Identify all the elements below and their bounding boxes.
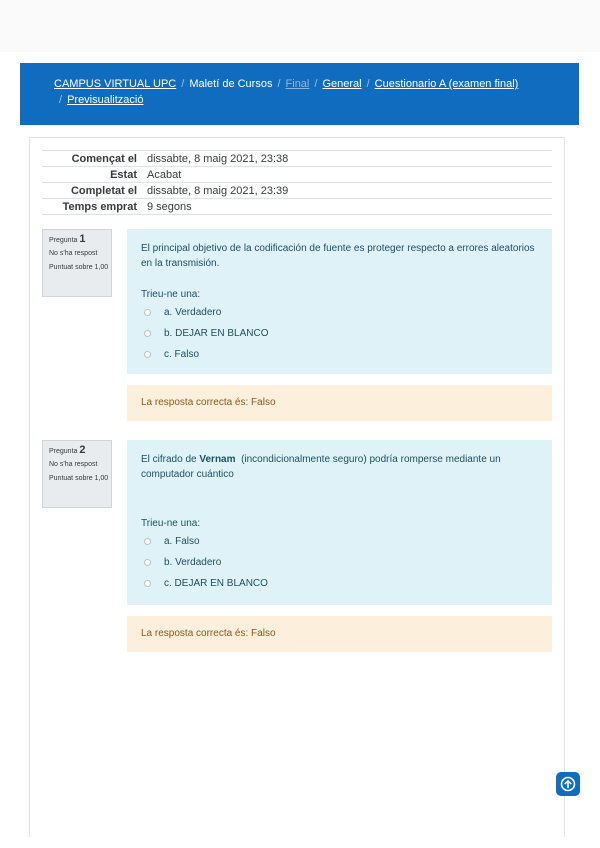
answer-prompt: Trieu-ne una: (141, 518, 201, 529)
question-number-value: 1 (79, 233, 86, 245)
breadcrumb-separator: / (314, 78, 318, 90)
answer-option[interactable] (141, 573, 538, 594)
breadcrumb-maleti: Maletí de Cursos (189, 78, 273, 90)
summary-row-state (42, 167, 552, 183)
question-1-formulation (127, 229, 552, 374)
radio-button[interactable] (144, 351, 151, 358)
answer-option[interactable] (141, 323, 538, 344)
question-number (49, 234, 111, 246)
breadcrumb-separator: / (366, 78, 370, 90)
question-1-feedback: La resposta correcta és: Falso (127, 385, 552, 421)
answer-option[interactable] (141, 531, 538, 552)
top-strip (0, 0, 600, 52)
summary-row-started (42, 151, 552, 167)
page-header (20, 63, 579, 125)
answer-option-label: a. Verdadero (164, 307, 222, 318)
question-prefix: Pregunta (49, 237, 78, 244)
question-text-part: El cifrado de (141, 454, 200, 465)
question-number-value: 2 (79, 444, 86, 456)
question-prefix: Pregunta (49, 448, 78, 455)
radio-button[interactable] (144, 559, 151, 566)
summary-label: Estat (42, 167, 147, 183)
question-text-bold: Vernam (199, 454, 236, 465)
question-state: No s'ha respost (49, 461, 98, 468)
breadcrumb (54, 77, 559, 108)
summary-row-time-taken (42, 199, 552, 215)
breadcrumb-final[interactable]: Final (285, 78, 310, 90)
answer-option-label: c. DEJAR EN BLANCO (164, 578, 268, 589)
summary-label: Començat el (42, 151, 147, 167)
breadcrumb-separator: / (181, 78, 185, 90)
breadcrumb-cuestionario[interactable]: Cuestionario A (examen final) (374, 78, 519, 90)
answer-prompt: Trieu-ne una: (141, 289, 201, 300)
question-mark: Puntuat sobre 1,00 (49, 264, 109, 271)
radio-button[interactable] (144, 538, 151, 545)
answer-option[interactable] (141, 344, 538, 365)
breadcrumb-general[interactable]: General (322, 78, 362, 90)
question-text (141, 452, 538, 482)
question-2-feedback: La resposta correcta és: Falso (127, 616, 552, 652)
summary-row-completed (42, 183, 552, 199)
answer-option-label: a. Falso (164, 536, 200, 547)
question-2-formulation (127, 440, 552, 605)
summary-label: Completat el (42, 183, 147, 199)
answer-option-label: b. Verdadero (164, 557, 222, 568)
question-2-info (42, 440, 112, 508)
question-state: No s'ha respost (49, 250, 98, 257)
attempt-summary-table (42, 150, 552, 215)
radio-button[interactable] (144, 580, 151, 587)
go-to-top-button[interactable] (556, 772, 580, 796)
breadcrumb-previsualitzacio[interactable]: Previsualització (67, 94, 144, 106)
summary-value: 9 segons (147, 199, 552, 215)
question-number (49, 445, 111, 457)
breadcrumb-campus-virtual[interactable]: CAMPUS VIRTUAL UPC (54, 78, 177, 90)
question-mark: Puntuat sobre 1,00 (49, 475, 109, 482)
summary-value: dissabte, 8 maig 2021, 23:38 (147, 151, 552, 167)
arrow-up-circle-icon (560, 776, 576, 792)
answer-option-label: b. DEJAR EN BLANCO (164, 328, 269, 339)
answer-option[interactable] (141, 302, 538, 323)
answer-option[interactable] (141, 552, 538, 573)
summary-value: dissabte, 8 maig 2021, 23:39 (147, 183, 552, 199)
summary-label: Temps emprat (42, 199, 147, 215)
radio-button[interactable] (144, 330, 151, 337)
breadcrumb-separator: / (59, 94, 63, 106)
question-text-part: (incondicionalmente seguro) podría romperse mediante un computador cuántico (141, 454, 504, 480)
question-text: El principal objetivo de la codificación de fuente es proteger respecto a errores aleatorios en la transmisión. (141, 243, 535, 269)
summary-value: Acabat (147, 167, 552, 183)
question-1-info (42, 229, 112, 297)
radio-button[interactable] (144, 309, 151, 316)
breadcrumb-separator: / (277, 78, 281, 90)
answer-option-label: c. Falso (164, 349, 200, 360)
